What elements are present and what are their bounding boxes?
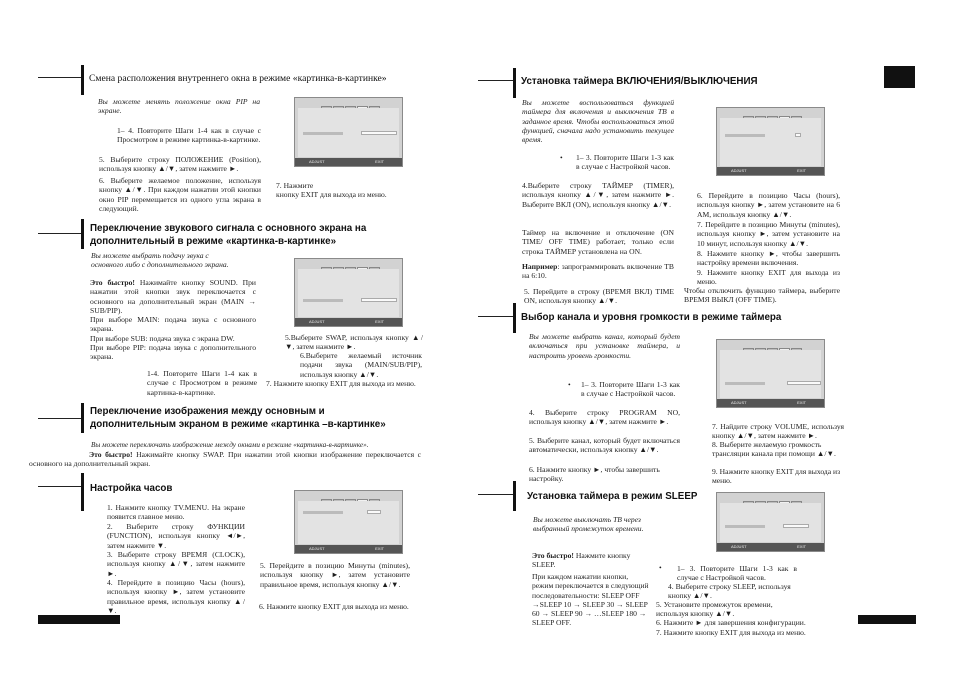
section-title: Настройка часов [90, 483, 173, 494]
section-marker [81, 403, 84, 433]
step-text: 7. Нажмите кнопку EXIT для выхода из меню. [266, 379, 416, 388]
step-text: 5. Выберите канал, который будет включаться автоматически, используя кнопку ▲/▼. [529, 436, 680, 455]
bullet: • [568, 380, 571, 389]
step-text: 4. Выберите строку SLEEP, используя кнопку ▲/▼. [668, 582, 791, 601]
tv-menu-screenshot [716, 339, 825, 408]
section-rule [478, 316, 514, 317]
menu-row-value [787, 381, 821, 385]
menu-tab-icons [320, 99, 380, 106]
adjust-hint: ADJUST [731, 168, 747, 173]
section-marker [513, 481, 516, 511]
menu-row-value [361, 131, 397, 135]
quick-label: Это быстро! [90, 278, 135, 287]
section-rule [478, 494, 514, 495]
section-marker [81, 65, 84, 95]
section-title: Смена расположения внутреннего окна в режиме «картинка-в-картинке» [89, 73, 387, 84]
step-text: 1-4. Повторите Шаги 1-4 как в случае с Просмотром в режиме картинка-в-картинке. [147, 369, 257, 397]
menu-area [720, 503, 821, 542]
tv-menu-screenshot [294, 258, 403, 327]
menu-row-value [783, 524, 809, 528]
section-rule [38, 77, 82, 78]
tv-menu-screenshot [716, 107, 825, 176]
menu-area [298, 501, 399, 544]
step-text: 6.Выберите желаемый источник подачи звука (MAIN/SUB/PIP), используя кнопку ▲/▼. [300, 351, 422, 379]
step-text: 9. Нажмите кнопку EXIT для выхода из меню. [697, 268, 840, 287]
quick-tip [532, 551, 650, 570]
adjust-hint: ADJUST [731, 400, 747, 405]
section-marker [513, 68, 516, 98]
tv-menu-screenshot [294, 490, 403, 554]
quick-label: Это быстро! [532, 551, 574, 560]
menu-row [725, 134, 765, 137]
menu-area [298, 269, 399, 317]
exit-hint: EXIT [797, 544, 806, 549]
body-text: При каждом нажатии кнопки, режим переключается в следующий последовательности: SLEEP OFF →SLEEP 10 → SLEEP 30 → SLEEP 60 → SLEEP 90 → …SLEEP 180 → SLEEP OFF. [532, 572, 649, 628]
menu-row [303, 132, 343, 135]
step-text: 8. Выберите желаемую громкость трансляции канала при помощи ▲/▼. [712, 440, 836, 459]
menu-row [303, 299, 343, 302]
quick-text: Нажмите кнопку SLEEP. [532, 551, 631, 570]
menu-row [303, 511, 343, 514]
example-text: : запрограммировать включение ТВ на 6:10. [522, 262, 674, 281]
section-intro: Вы можете переключать изображение между окнами в режиме «картинка-в-картинке». [91, 441, 369, 449]
quick-label: Это быстро! [89, 450, 133, 459]
section-title: Переключение изображения между основным и дополнительным экраном в режиме «картинка –в-картинке» [90, 406, 386, 430]
section-title: Установка таймера в режим SLEEP [527, 491, 698, 502]
menu-tab-icons [320, 492, 380, 499]
section-intro: Вы можете выключать ТВ через выбранный промежуток времени. [533, 515, 644, 534]
section-marker [513, 303, 516, 333]
bullet: • [560, 153, 563, 162]
step-text: 5. Выберите строку ПОЛОЖЕНИЕ (Position), используя кнопку ▲/▼, затем нажмите ►. [99, 155, 261, 174]
section-intro: Вы можете выбрать подачу звука с основного либо с дополнительного экрана. [91, 251, 229, 270]
example-label: Например [522, 262, 558, 271]
menu-row-value [361, 298, 397, 302]
body-text: Чтобы отключить функцию таймера, выберите ВРЕМЯ ВЫКЛ (OFF TIME). [684, 286, 840, 305]
step-text: 2. Выберите строку ФУНКЦИИ (FUNCTION), используя кнопку ◄/►, затем нажмите ▼. [107, 522, 245, 550]
step-text: 6. Нажмите кнопку EXIT для выхода из меню. [259, 602, 409, 611]
menu-footer [717, 399, 824, 407]
adjust-hint: ADJUST [731, 544, 747, 549]
menu-row-value [367, 510, 381, 514]
quick-text: Нажимайте кнопку SWAP. При нажатии этой кнопки изображение переключается с основного на дополнительный экран. [29, 450, 421, 469]
step-text: 4.Выберите строку ТАЙМЕР (TIMER), используя кнопку ▲/▼, затем нажмите ►. Выберите ВКЛ (ON), используя кнопку ▲/▼. [522, 181, 674, 209]
step-text: 3. Выберите строку ВРЕМЯ (CLOCK), используя кнопку ▲/▼, затем нажмите ►. [107, 550, 245, 578]
section-rule [38, 233, 82, 234]
step-text: 8. Нажмите кнопку ►, чтобы завершить настройку времени включения. [697, 249, 840, 268]
step-text: 7. Перейдите в позицию Минуты (minutes), используя кнопку ►, затем установите на 10 минут, используя кнопку ▲/▼. [697, 220, 840, 248]
menu-row [725, 525, 765, 528]
step-text: 4. Перейдите в позицию Часы (hours), используя кнопку ►, затем установите правильное время, используя кнопку ▲/▼. [107, 578, 245, 615]
body-text: При выборе PIP: подача звука с дополнительного экрана. [90, 343, 256, 362]
step-text: 6. Перейдите в позицию Часы (hours), используя кнопку ►, затем установите на 6 AM, используя кнопку ▲/▼. [697, 191, 840, 219]
adjust-hint: ADJUST [309, 319, 325, 324]
section-intro: Вы можете менять положение окна PIP на экране. [98, 97, 260, 116]
exit-hint: EXIT [797, 168, 806, 173]
adjust-hint: ADJUST [309, 546, 325, 551]
step-text: 1– 3. Повторите Шаги 1-3 как в случае с Настройкой часов. [677, 564, 797, 583]
menu-tab-icons [320, 260, 380, 267]
menu-area [720, 350, 821, 398]
section-title: Переключение звукового сигнала с основного экрана на дополнительный в режиме «картинка-в-картинке» [90, 223, 367, 247]
page-tab [884, 66, 915, 88]
step-text: 7. Нажмите кнопку EXIT для выхода из меню. [656, 628, 806, 637]
body-text: При выборе MAIN: подача звука с основного экрана. [90, 315, 256, 334]
menu-tab-icons [742, 494, 802, 501]
menu-row-value [795, 133, 801, 137]
step-text: 6. Выберите желаемое положение, используя кнопку ▲/▼. При каждом нажатии этой кнопки окно PIP перемещается из одного угла экрана в следующий. [99, 176, 261, 213]
tv-menu-screenshot [716, 492, 825, 552]
adjust-hint: ADJUST [309, 159, 325, 164]
step-text: 1. Нажмите кнопку TV.MENU. На экране появится главное меню. [107, 503, 245, 522]
menu-tab-icons [742, 109, 802, 116]
quick-tip [90, 278, 256, 315]
menu-footer [717, 167, 824, 175]
step-text: 4. Выберите строку PROGRAM NO, используя кнопку ▲/▼, затем нажмите ►. [529, 408, 680, 427]
menu-tab-icons [742, 341, 802, 348]
section-title: Установка таймера ВКЛЮЧЕНИЯ/ВЫКЛЮЧЕНИЯ [521, 76, 758, 87]
exit-hint: EXIT [797, 400, 806, 405]
step-text: 1– 4. Повторите Шаги 1-4 как в случае с Просмотром в режиме картинка-в-картинке. [117, 126, 261, 145]
section-rule [38, 418, 82, 419]
tv-menu-screenshot [294, 97, 403, 167]
section-rule [38, 486, 82, 487]
step-text: 5. Установите промежуток времени, используя кнопку ▲/▼. [656, 600, 773, 619]
step-text: 6. Нажмите кнопку ►, чтобы завершить настройку. [529, 465, 660, 484]
menu-footer [295, 318, 402, 326]
menu-footer [295, 545, 402, 553]
step-text: 6. Нажмите ► для завершения конфигурации. [656, 618, 806, 627]
page-footer-bar [38, 615, 120, 624]
step-text: 9. Нажмите кнопку EXIT для выхода из меню. [712, 467, 841, 486]
exit-hint: EXIT [375, 159, 384, 164]
section-intro: Вы можете воспользоваться функцией таймера для включения и выключения ТВ в заданное время. Чтобы воспользоваться этой функцией, сначала надо установить текущее время. [522, 98, 674, 145]
step-text: 5. Перейдите в строку (ВРЕМЯ ВКЛ) TIME ON, используя кнопку ▲/▼. [524, 287, 674, 306]
body-text: При выборе SUB: подача звука с экрана DW. [90, 334, 235, 343]
step-text: 1– 3. Повторите Шаги 1-3 как в случае с Настройкой часов. [581, 380, 680, 399]
step-text: 1– 3. Повторите Шаги 1-3 как в случае с Настройкой часов. [576, 153, 674, 172]
exit-hint: EXIT [375, 546, 384, 551]
menu-footer [717, 543, 824, 551]
step-text: 7. Нажмите кнопку EXIT для выхода из меню. [276, 181, 387, 200]
quick-tip [29, 450, 421, 469]
section-marker [81, 219, 84, 249]
step-text: 7. Найдите строку VOLUME, используя кнопку ▲/▼, затем нажмите ►. [712, 422, 844, 441]
menu-area [720, 118, 821, 166]
example [522, 262, 674, 281]
body-text: Таймер на включение и отключение (ON TIME/ OFF TIME) работает, только если строка ТАЙМЕР установлена на ON. [522, 228, 674, 256]
menu-footer [295, 158, 402, 166]
section-title: Выбор канала и уровня громкости в режиме таймера [521, 312, 782, 323]
exit-hint: EXIT [375, 319, 384, 324]
menu-row [725, 382, 765, 385]
page-footer-bar [858, 615, 916, 624]
step-text: 5.Выберите SWAP, используя кнопку ▲/▼, затем нажмите ►. [285, 333, 423, 352]
step-text: 5. Перейдите в позицию Минуты (minutes), используя кнопку ►, затем установите правильное время, используя кнопку ▲/▼. [260, 561, 410, 589]
bullet: • [659, 563, 662, 572]
quick-text: Нажимайте кнопку SOUND. При нажатии этой кнопки звук переключается с основного на дополнительный экран (MAIN → SUB/PIP). [90, 278, 256, 315]
section-intro: Вы можете выбрать канал, который будет включаться при установке таймера, и настроить уровень громкости. [529, 332, 680, 360]
section-marker [81, 473, 84, 511]
section-rule [478, 80, 514, 81]
